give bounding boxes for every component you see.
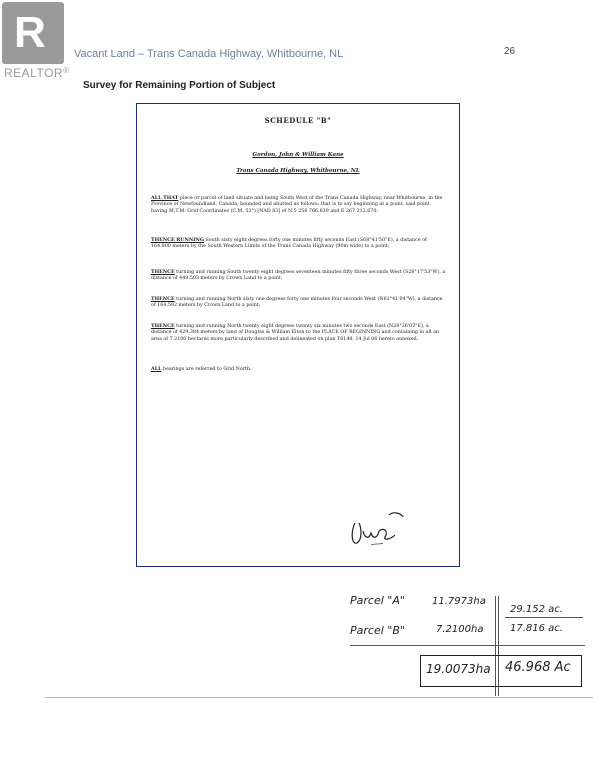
realtor-logo [2,2,64,64]
acres-column-rule [505,617,583,618]
listing-title: Vacant Land – Trans Canada Highway, Whitbourne, NL [74,48,344,60]
total-hectares: 19.0073ha [426,662,491,676]
survey-paragraph: THENCE turning and running North twenty eight degrees twenty six minutes two seconds East (N28°26'02"E), a distance of 429.384 meters by land of Douglas & William Elton to the PLACE OF BEGINNING and containing in all an area of 7.2100 hectares more particularly described and delineated on plan T6148, 14 Jul 06 hereto annexed. [151,323,440,342]
page-divider [45,697,593,698]
sum-rule [350,645,585,646]
survey-paragraph: THENCE turning and running South twenty eight degrees seventeen minutes fifty three seconds West (S28°17'53"W), a distance of 449.503 meters by Crown Land to a point; [151,269,446,282]
survey-paragraph: ALL THAT piece or parcel of land situate and being South West of the Trans Canada Highway, near Whitbourne, in the Province of Newfoundland, Canada, bounded and abutted as follows: that is to say beginning at a point, said point having M.T.M. Grid Coordinates (C.M. 53°) [NAD 83] of N 5 256 766.839 and E 267 212.670; [151,195,443,214]
total-acres: 46.968 Ac [505,660,571,675]
parcel-a-hectares: 11.7973ha [432,596,486,607]
survey-document [136,103,460,567]
realtor-wordmark: REALTOR® [4,66,70,80]
survey-paragraph: THENCE RUNNING South sixty eight degrees forty one minutes fifty seconds East (S68°41'50"E), a distance of 164.800 meters by the South Western Limits of the Trans Canada Highway (90m wide) to a point; [151,237,427,250]
page-number: 26 [504,46,516,57]
schedule-heading: SCHEDULE "B" [264,116,332,125]
parcel-a-label: Parcel "A" [350,594,405,607]
realtor-logo-letter: R [14,8,46,57]
parcel-b-acres: 17.816 ac. [510,623,563,634]
parcel-b-label: Parcel "B" [350,624,405,637]
property-road: Trans Canada Highway, Whitbourne, NL [236,168,360,174]
owner-names: Gordon, John & William Kane [252,152,344,158]
handwritten-signature [349,509,409,549]
survey-paragraph: ALL bearings are referred to Grid North. [151,366,252,372]
section-title: Survey for Remaining Portion of Subject [83,80,276,91]
parcel-a-acres: 29.152 ac. [510,604,563,615]
parcel-b-hectares: 7.2100ha [436,624,484,635]
survey-paragraph: THENCE turning and running North sixty one degrees forty one minutes four seconds West (N61°41'04"W), a distance of 164.592 meters by Crown Land to a point; [151,296,443,309]
